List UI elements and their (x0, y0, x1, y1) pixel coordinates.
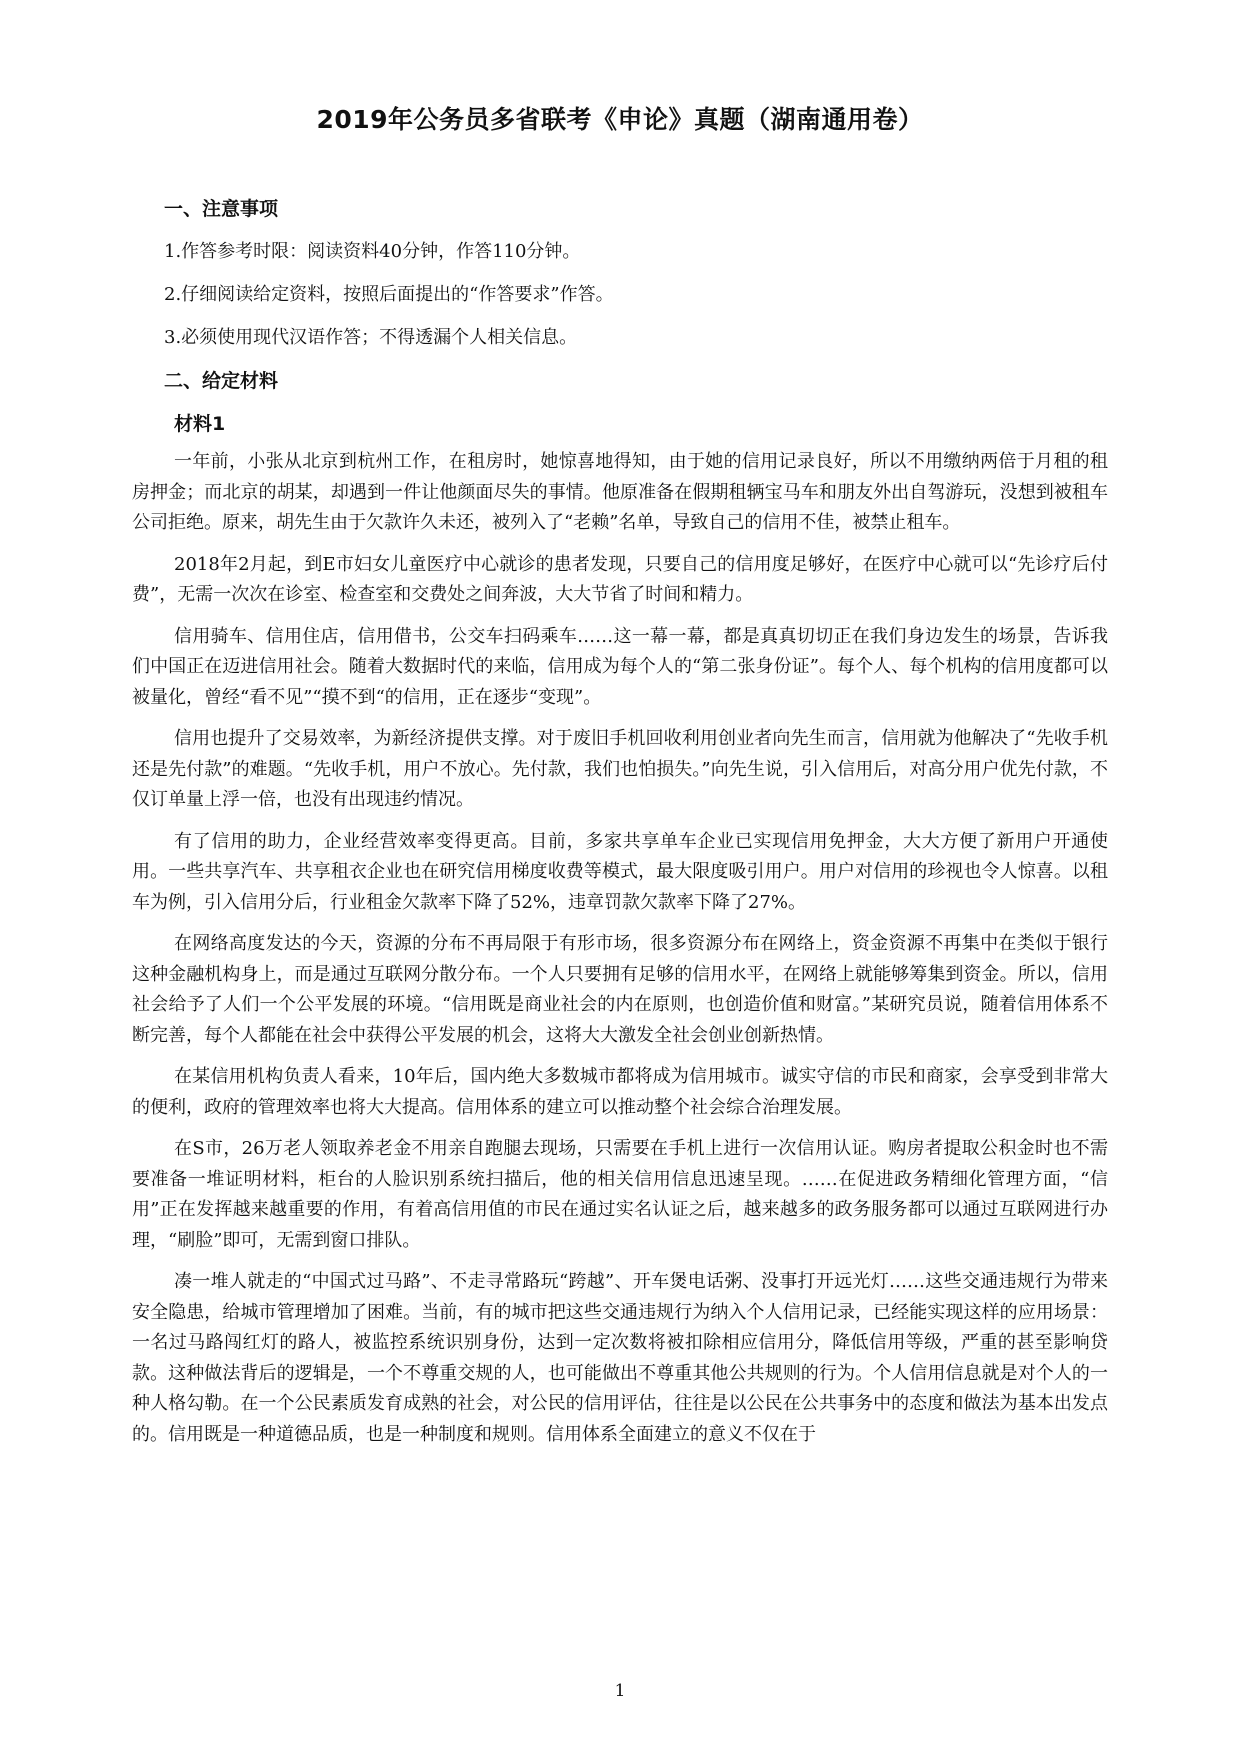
document-body (132, 194, 1108, 1461)
material-paragraph: 在某信用机构负责人看来，10年后，国内绝大多数城市都将成为信用城市。诚实守信的市民和商家，会享受到非常大的便利，政府的管理效率也将大大提高。信用体系的建立可以推动整个社会综合治理发展。 (132, 1066, 1108, 1118)
section-heading-materials: 二、给定材料 (164, 370, 279, 392)
material-paragraph: 2018年2月起，到E市妇女儿童医疗中心就诊的患者发现，只要自己的信用度足够好，在医疗中心就可以“先诊疗后付费”，无需一次次在诊室、检查室和交费处之间奔波，大大节省了时间和精力。 (132, 553, 1108, 605)
material-paragraph: 在S市，26万老人领取养老金不用亲自跑腿去现场，只需要在手机上进行一次信用认证。购房者提取公积金时也不需要准备一堆证明材料，柜台的人脸识别系统扫描后，他的相关信用信息迅速呈现。……在促进政务精细化管理方面，“信用”正在发挥越来越重要的作用，有着高信用值的市民在通过实名认证之后，越来越多的政务服务都可以通过互联网进行办理，“刷脸”即可，无需到窗口排队。 (132, 1138, 1108, 1251)
note-item: 3.必须使用现代汉语作答；不得透漏个人相关信息。 (164, 327, 578, 348)
section-heading-notes: 一、注意事项 (164, 198, 279, 220)
material-paragraph: 有了信用的助力，企业经营效率变得更高。目前，多家共享单车企业已实现信用免押金，大大方便了新用户开通使用。一些共享汽车、共享租衣企业也在研究信用梯度收费等模式，最大限度吸引用户。用户对信用的珍视也令人惊喜。以租车为例，引入信用分后，行业租金欠款率下降了52%，违章罚款欠款率下降了27%。 (132, 830, 1108, 913)
material-label: 材料1 (174, 413, 226, 435)
material-paragraph: 一年前，小张从北京到杭州工作，在租房时，她惊喜地得知，由于她的信用记录良好，所以不用缴纳两倍于月租的租房押金；而北京的胡某，却遇到一件让他颜面尽失的事情。他原准备在假期租辆宝马车和朋友外出自驾游玩，没想到被租车公司拒绝。原来，胡先生由于欠款许久未还，被列入了“老赖”名单，导致自己的信用不佳，被禁止租车。 (132, 451, 1108, 533)
document-title: 2019年公务员多省联考《申论》真题（湖南通用卷） (316, 105, 924, 134)
material-paragraph: 凑一堆人就走的“中国式过马路”、不走寻常路玩“跨越”、开车煲电话粥、没事打开远光灯……这些交通违规行为带来安全隐患，给城市管理增加了困难。当前，有的城市把这些交通违规行为纳入个人信用记录，已经能实现这样的应用场景：一名过马路闯红灯的路人，被监控系统识别身份，达到一定次数将被扣除相应信用分，降低信用等级，严重的甚至影响贷款。这种做法背后的逻辑是，一个不尊重交规的人，也可能做出不尊重其他公共规则的行为。个人信用信息就是对个人的一种人格勾勒。在一个公民素质发育成熟的社会，对公民的信用评估，往往是以公民在公共事务中的态度和做法为基本出发点的。信用既是一种道德品质，也是一种制度和规则。信用体系全面建立的意义不仅在于 (132, 1271, 1108, 1445)
page-number: 1 (614, 1681, 626, 1701)
material-paragraph: 信用也提升了交易效率，为新经济提供支撑。对于废旧手机回收利用创业者向先生而言，信用就为他解决了“先收手机还是先付款”的难题。“先收手机，用户不放心。先付款，我们也怕损失。”向先生说，引入信用后，对高分用户优先付款，不仅订单量上浮一倍，也没有出现违约情况。 (132, 728, 1108, 810)
material-paragraph: 信用骑车、信用住店，信用借书，公交车扫码乘车……这一幕一幕，都是真真切切正在我们身边发生的场景，告诉我们中国正在迈进信用社会。随着大数据时代的来临，信用成为每个人的“第二张身份证”。每个人、每个机构的信用度都可以被量化，曾经“看不见”“摸不到“的信用，正在逐步“变现”。 (132, 625, 1108, 708)
note-item: 2.仔细阅读给定资料，按照后面提出的“作答要求”作答。 (164, 284, 614, 305)
material-paragraph: 在网络高度发达的今天，资源的分布不再局限于有形市场，很多资源分布在网络上，资金资源不再集中在类似于银行这种金融机构身上，而是通过互联网分散分布。一个人只要拥有足够的信用水平，在网络上就能够筹集到资金。所以，信用社会给予了人们一个公平发展的环境。“信用既是商业社会的内在原则，也创造价值和财富。”某研究员说，随着信用体系不断完善，每个人都能在社会中获得公平发展的机会，这将大大激发全社会创业创新热情。 (132, 933, 1108, 1046)
note-item: 1.作答参考时限：阅读资料40分钟，作答110分钟。 (164, 241, 581, 262)
